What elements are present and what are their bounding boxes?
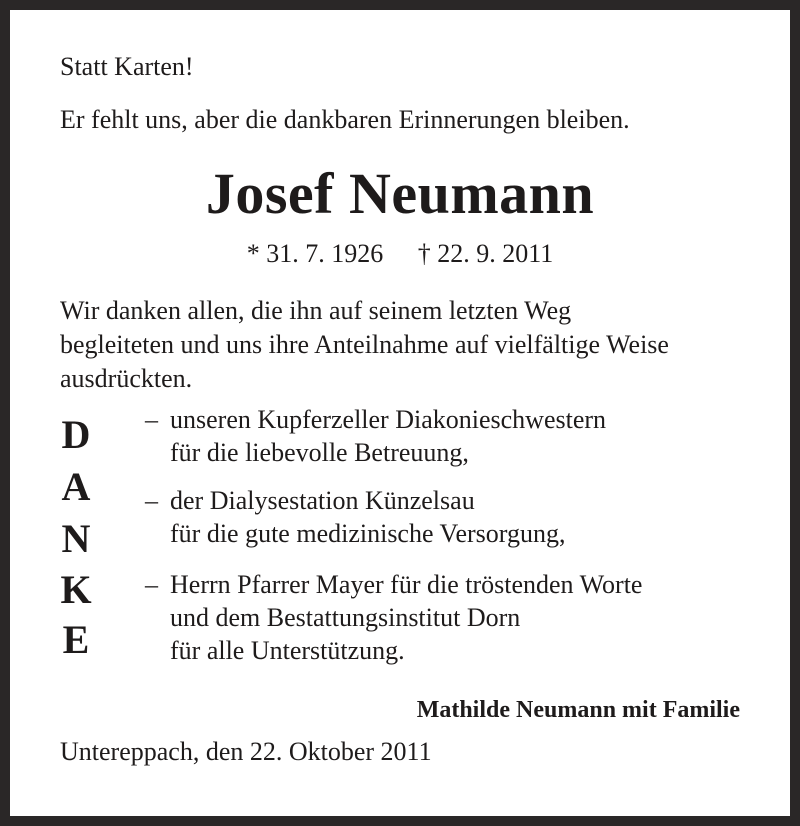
- item-line: Herrn Pfarrer Mayer für die tröstenden Worte: [170, 570, 643, 599]
- thanks-item: [145, 484, 565, 550]
- danke-letter: A: [61, 464, 91, 509]
- thanks-item: [145, 403, 606, 469]
- danke-letter: N: [61, 516, 91, 561]
- death-date: † 22. 9. 2011: [417, 239, 554, 268]
- item-line: für die liebevolle Betreuung,: [170, 438, 469, 467]
- thanks-line: Wir danken allen, die ihn auf seinem letzten Weg: [60, 296, 572, 325]
- motto-text: Er fehlt uns, aber die dankbaren Erinnerungen bleiben.: [60, 105, 630, 134]
- thanks-item: [145, 568, 642, 667]
- dash: –: [145, 405, 158, 434]
- item-line: unseren Kupferzeller Diakonieschwestern: [170, 405, 607, 434]
- thanks-line: begleiteten und uns ihre Anteilnahme auf vielfältige Weise: [60, 330, 669, 359]
- intro-text: Statt Karten!: [60, 52, 194, 81]
- place-date: Untereppach, den 22. Oktober 2011: [60, 737, 432, 766]
- birth-date: * 31. 7. 1926: [246, 239, 384, 268]
- signature: Mathilde Neumann mit Familie: [416, 697, 740, 723]
- item-line: für alle Unterstützung.: [170, 636, 405, 665]
- obituary-notice: [10, 10, 790, 816]
- life-dates: [10, 239, 790, 269]
- dash: –: [145, 486, 158, 515]
- dash: –: [145, 570, 158, 599]
- danke-letter: D: [61, 412, 91, 457]
- item-line: für die gute medizinische Versorgung,: [170, 519, 566, 548]
- deceased-name: Josef Neumann: [205, 161, 595, 226]
- thanks-line: ausdrückten.: [60, 364, 193, 393]
- item-line: und dem Bestattungsinstitut Dorn: [170, 603, 521, 632]
- danke-letter: E: [62, 617, 90, 662]
- danke-letter: K: [60, 567, 92, 612]
- item-line: der Dialysestation Künzelsau: [170, 486, 475, 515]
